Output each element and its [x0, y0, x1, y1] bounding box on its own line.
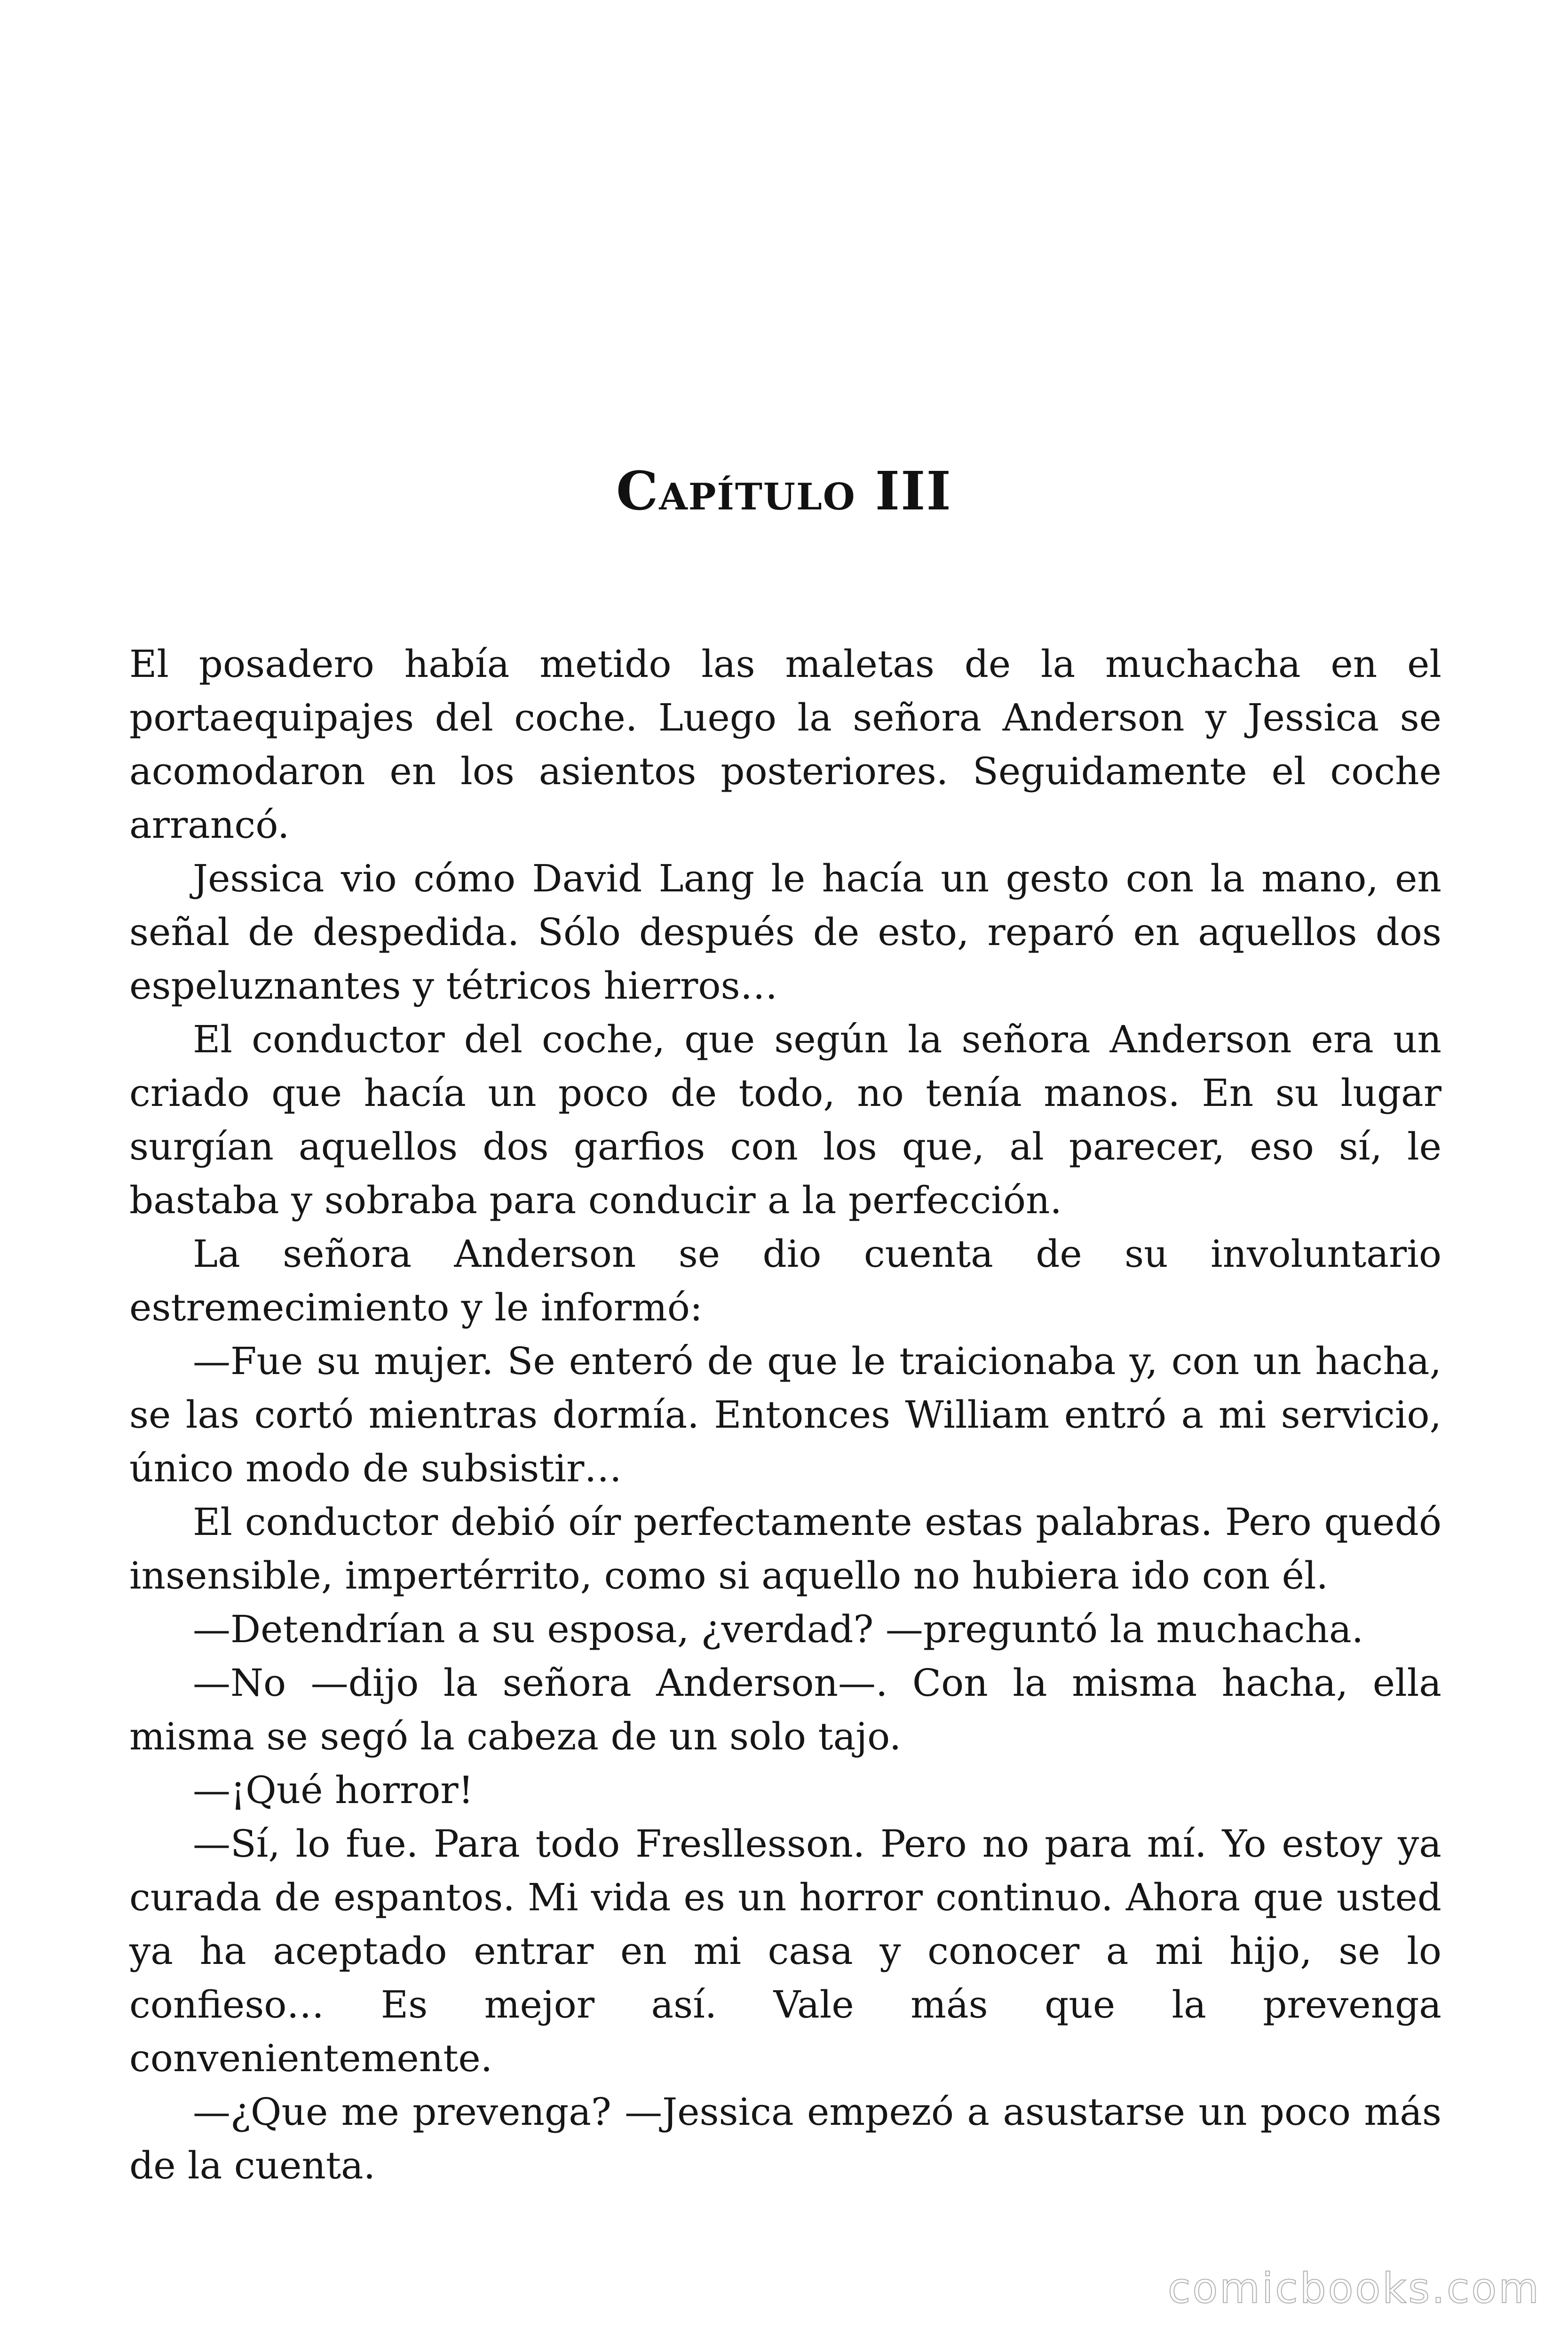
chapter-body: [129, 637, 1441, 2193]
paragraph: La señora Anderson se dio cuenta de su involuntario estremecimiento y le informó:: [129, 1232, 1441, 1329]
paragraph: —No —dijo la señora Anderson—. Con la misma hacha, ella misma se segó la cabeza de un solo tajo.: [129, 1661, 1441, 1758]
paragraph: —Sí, lo fue. Para todo Fresllesson. Pero no para mí. Yo estoy ya curada de espantos. Mi vida es un horror continuo. Ahora que usted ya ha aceptado entrar en mi casa y conocer a mi hijo, se lo confieso… Es mejor así. Vale más que la prevenga convenientemente.: [129, 1822, 1441, 2080]
watermark: comicbooks.com: [1167, 2264, 1541, 2312]
paragraph: —Fue su mujer. Se enteró de que le traicionaba y, con un hacha, se las cortó mientras dormía. Entonces William entró a mi servicio, único modo de subsistir…: [129, 1339, 1441, 1490]
paragraph: —Detendrían a su esposa, ¿verdad? —preguntó la muchacha.: [193, 1607, 1364, 1651]
paragraph: El posadero había metido las maletas de la muchacha en el portaequipajes del coche. Luego la señora Anderson y Jessica se acomodaron en los asientos posteriores. Seguidamente el coche arrancó.: [129, 642, 1441, 847]
paragraph: El conductor debió oír perfectamente estas palabras. Pero quedó insensible, impertérrito, como si aquello no hubiera ido con él.: [129, 1500, 1441, 1597]
paragraph: —¡Qué horror!: [193, 1768, 474, 1812]
chapter-title: Capítulo III: [616, 461, 952, 522]
paragraph: Jessica vio cómo David Lang le hacía un gesto con la mano, en señal de despedida. Sólo después de esto, reparó en aquellos dos espeluznantes y tétricos hierros…: [129, 857, 1441, 1008]
paragraph: —¿Que me prevenga? —Jessica empezó a asustarse un poco más de la cuenta.: [129, 2090, 1441, 2187]
paragraph: El conductor del coche, que según la señora Anderson era un criado que hacía un poco de todo, no tenía manos. En su lugar surgían aquellos dos garfios con los que, al parecer, eso sí, le bastaba y sobraba para conducir a la perfección.: [129, 1017, 1441, 1222]
